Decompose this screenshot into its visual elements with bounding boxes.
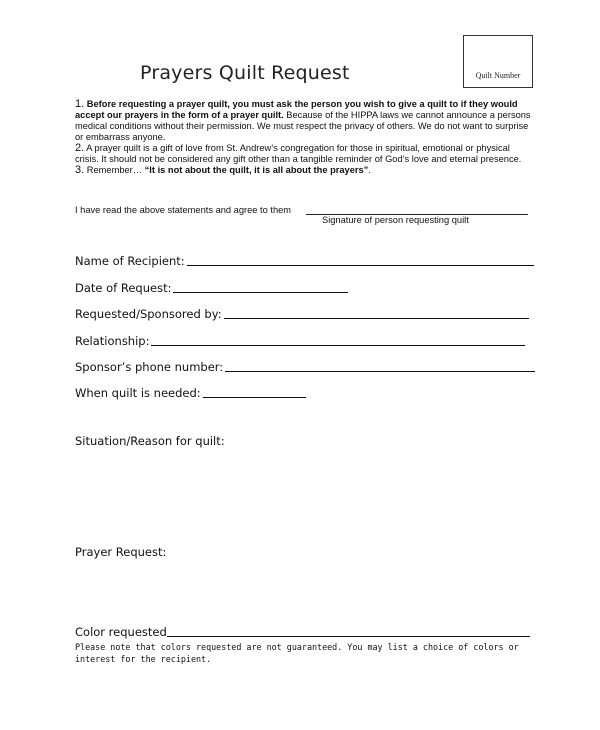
sponsor-phone-field <box>75 360 535 374</box>
quilt-number-label: Quilt Number <box>475 71 521 80</box>
color-requested-label: Color requested <box>75 625 167 639</box>
instruction-number: 1. <box>75 98 85 110</box>
when-needed-field <box>75 386 306 400</box>
instruction-quote: “It is not about the quilt, it is all about the prayers” <box>144 165 369 175</box>
relationship-label: Relationship: <box>75 334 150 348</box>
instruction-number: 2. <box>75 142 85 154</box>
sponsor-phone-label: Sponsor’s phone number: <box>75 360 224 374</box>
sponsored-by-field <box>75 307 529 321</box>
agreement-statement: I have read the above statements and agree to them <box>75 205 292 215</box>
sponsor-phone-input[interactable] <box>225 370 535 372</box>
sponsored-by-label: Requested/Sponsored by: <box>75 307 222 321</box>
instructions <box>75 99 535 176</box>
recipient-name-label: Name of Recipient: <box>75 254 185 268</box>
instruction-item-3 <box>75 165 535 176</box>
color-note: Please note that colors requested are not guaranteed. You may list a choice of colors or interest for the recipient. <box>75 642 519 664</box>
date-of-request-label: Date of Request: <box>75 281 172 295</box>
sponsored-by-input[interactable] <box>224 317 529 319</box>
instruction-number: 3. <box>75 164 85 176</box>
instruction-item-2 <box>75 143 535 165</box>
date-of-request-field <box>75 281 348 295</box>
recipient-name-input[interactable] <box>187 264 534 266</box>
instruction-item-1 <box>75 99 535 143</box>
quilt-number-box[interactable] <box>463 35 533 88</box>
signature-caption: Signature of person requesting quilt <box>322 215 469 225</box>
when-needed-input[interactable] <box>203 396 306 398</box>
instruction-bold-text: Before requesting a prayer quilt, you must ask the person you wish to give a quilt to if they would accept our prayers in the form of a prayer quilt. <box>75 99 518 120</box>
situation-reason-label: Situation/Reason for quilt: <box>75 434 225 448</box>
situation-reason-input[interactable] <box>75 452 530 532</box>
recipient-name-field <box>75 254 534 268</box>
instruction-text: A prayer quilt is a gift of love from St. Andrew’s congregation for those in spiritual, emotional or physical crisis. It should not be considered any gift other than a tangible reminder of God’s love and eternal presence. <box>75 143 522 164</box>
prayer-request-label: Prayer Request: <box>75 545 167 559</box>
page-title: Prayers Quilt Request <box>140 62 350 84</box>
instruction-text: Remember… <box>86 165 143 175</box>
instruction-text: . <box>368 165 371 175</box>
instruction-text: Because of the HIPPA laws we cannot announce a persons medical conditions without their permission. We must respect the privacy of others. We do not want to surprise or embarrass anyone. <box>75 110 531 142</box>
relationship-field <box>75 334 525 348</box>
date-of-request-input[interactable] <box>173 291 348 293</box>
relationship-input[interactable] <box>151 344 525 346</box>
color-requested-field <box>75 625 530 639</box>
prayer-request-input[interactable] <box>75 563 530 618</box>
when-needed-label: When quilt is needed: <box>75 386 201 400</box>
color-requested-input[interactable] <box>167 635 530 637</box>
